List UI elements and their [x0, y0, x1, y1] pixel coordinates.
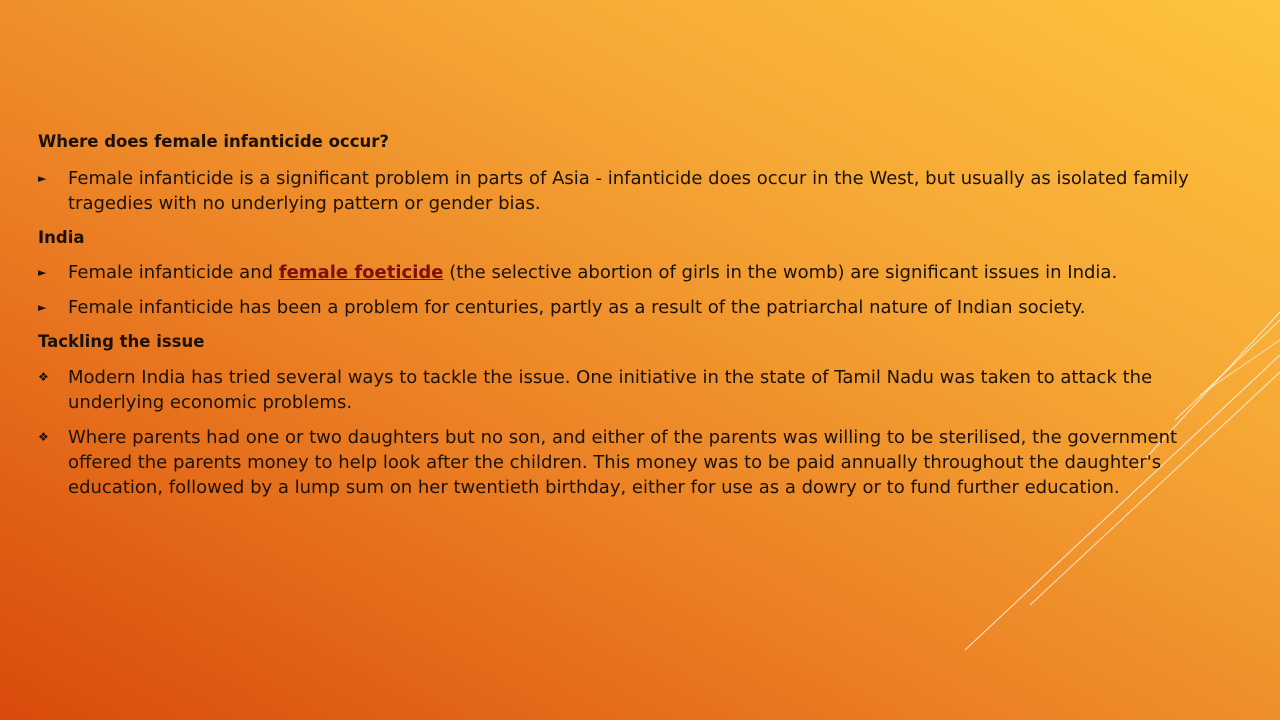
- bullet-foeticide: [38, 260, 1238, 285]
- slide-content: [38, 130, 1238, 510]
- bullet-asia-text: Female infanticide is a significant problem in parts of Asia - infanticide does occur in the West, but usually as isolated family tragedies with no underlying pattern or gender bias.: [68, 168, 1189, 214]
- bullet-foeticide-text-after: (the selective abortion of girls in the womb) are significant issues in India.: [443, 262, 1118, 283]
- diamond-bullet-icon: ❖: [38, 370, 49, 384]
- heading-tackling: Tackling the issue: [38, 332, 205, 351]
- bullet-centuries-text: Female infanticide has been a problem for centuries, partly as a result of the patriarchal nature of Indian society.: [68, 297, 1086, 318]
- bullet-asia: [38, 166, 1238, 216]
- bullet-foeticide-text-before: Female infanticide and: [68, 262, 279, 283]
- female-foeticide-link[interactable]: female foeticide: [278, 262, 444, 283]
- arrow-bullet-icon: ►: [38, 301, 47, 314]
- bullet-parents: [38, 425, 1238, 500]
- heading-india: India: [38, 228, 85, 247]
- bullet-modern: [38, 365, 1238, 415]
- diamond-bullet-icon: ❖: [38, 430, 49, 444]
- bullet-parents-text: Where parents had one or two daughters but no son, and either of the parents was willing to be sterilised, the government offered the parents money to help look after the children. This money was to be paid annually throughout the daughter's education, followed by a lump sum on her twentieth birthday, either for use as a dowry or to fund further education.: [68, 427, 1178, 498]
- bullet-centuries: [38, 295, 1238, 320]
- heading-where-does: Where does female infanticide occur?: [38, 132, 389, 151]
- arrow-bullet-icon: ►: [38, 266, 47, 279]
- bullet-modern-text: Modern India has tried several ways to tackle the issue. One initiative in the state of Tamil Nadu was taken to attack the underlying economic problems.: [68, 367, 1153, 413]
- arrow-bullet-icon: ►: [38, 172, 47, 185]
